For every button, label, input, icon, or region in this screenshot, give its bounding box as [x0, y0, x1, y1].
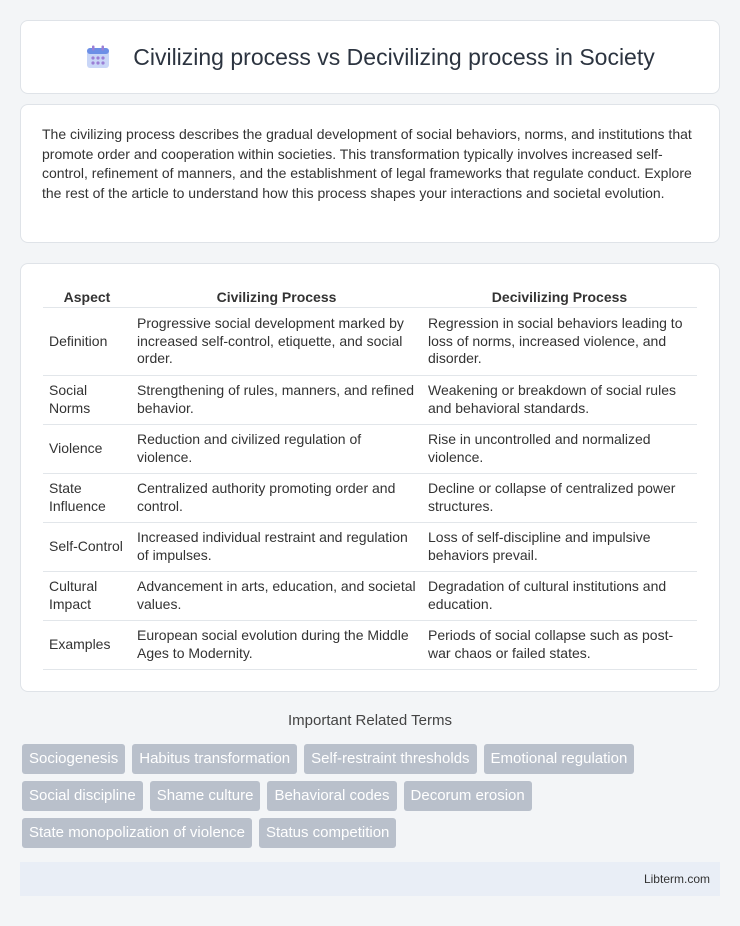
row-decivilizing: Weakening or breakdown of social rules and behavioral standards.: [422, 376, 697, 425]
table-row: [43, 376, 697, 425]
footer: [20, 862, 720, 896]
row-aspect: Social Norms: [43, 376, 131, 425]
row-aspect: Violence: [43, 425, 131, 474]
row-aspect: Self-Control: [43, 523, 131, 572]
tag-emotional-regulation[interactable]: Emotional regulation: [484, 744, 635, 774]
row-aspect: Cultural Impact: [43, 572, 131, 621]
row-decivilizing: Loss of self-discipline and impulsive behaviors prevail.: [422, 523, 697, 572]
calendar-icon: [85, 44, 111, 70]
comparison-card: [20, 263, 720, 692]
row-civilizing: Progressive social development marked by increased self-control, etiquette, and social order.: [131, 308, 422, 376]
row-decivilizing: Periods of social collapse such as post-war chaos or failed states.: [422, 621, 697, 670]
row-decivilizing: Decline or collapse of centralized power structures.: [422, 474, 697, 523]
footer-site-link[interactable]: Libterm.com: [643, 872, 710, 886]
title-card: [20, 20, 720, 94]
row-decivilizing: Rise in uncontrolled and normalized violence.: [422, 425, 697, 474]
row-civilizing: Strengthening of rules, manners, and refined behavior.: [131, 376, 422, 425]
row-decivilizing: Degradation of cultural institutions and education.: [422, 572, 697, 621]
table-row: [43, 308, 697, 376]
tag-behavioral-codes[interactable]: Behavioral codes: [267, 781, 396, 811]
row-decivilizing: Regression in social behaviors leading to loss of norms, increased violence, and disorder.: [422, 308, 697, 376]
tag-state-monopolization-of-violence[interactable]: State monopolization of violence: [22, 818, 252, 848]
row-civilizing: Centralized authority promoting order and control.: [131, 474, 422, 523]
tag-decorum-erosion[interactable]: Decorum erosion: [404, 781, 532, 811]
tag-social-discipline[interactable]: Social discipline: [22, 781, 143, 811]
row-aspect: Definition: [43, 308, 131, 376]
related-terms-list: [22, 744, 722, 855]
table-row: [43, 523, 697, 572]
intro-card: [20, 104, 720, 243]
row-civilizing: Reduction and civilized regulation of violence.: [131, 425, 422, 474]
tag-habitus-transformation[interactable]: Habitus transformation: [132, 744, 297, 774]
table-header-row: [43, 285, 697, 308]
intro-text: The civilizing process describes the gradual development of social behaviors, norms, and institutions that promote order and cooperation within societies. This transformation typically involves increased self-control, refinement of manners, and the establishment of legal frameworks that regulate conduct. Explore the rest of the article to understand how this process shapes your interactions and societal evolution.: [42, 126, 692, 201]
tag-self-restraint-thresholds[interactable]: Self-restraint thresholds: [304, 744, 476, 774]
row-civilizing: Advancement in arts, education, and societal values.: [131, 572, 422, 621]
row-aspect: State Influence: [43, 474, 131, 523]
column-header-aspect: Aspect: [43, 285, 131, 308]
page-title: Civilizing process vs Decivilizing process in Society: [133, 43, 655, 70]
table-row: [43, 474, 697, 523]
column-header-civilizing: Civilizing Process: [131, 285, 422, 308]
table-row: [43, 572, 697, 621]
tag-sociogenesis[interactable]: Sociogenesis: [22, 744, 125, 774]
row-civilizing: European social evolution during the Middle Ages to Modernity.: [131, 621, 422, 670]
tag-shame-culture[interactable]: Shame culture: [150, 781, 261, 811]
table-row: [43, 425, 697, 474]
row-aspect: Examples: [43, 621, 131, 670]
comparison-table: [43, 285, 697, 670]
tag-status-competition[interactable]: Status competition: [259, 818, 396, 848]
row-civilizing: Increased individual restraint and regulation of impulses.: [131, 523, 422, 572]
related-terms-title: Important Related Terms: [288, 712, 452, 729]
column-header-decivilizing: Decivilizing Process: [422, 285, 697, 308]
table-row: [43, 621, 697, 670]
